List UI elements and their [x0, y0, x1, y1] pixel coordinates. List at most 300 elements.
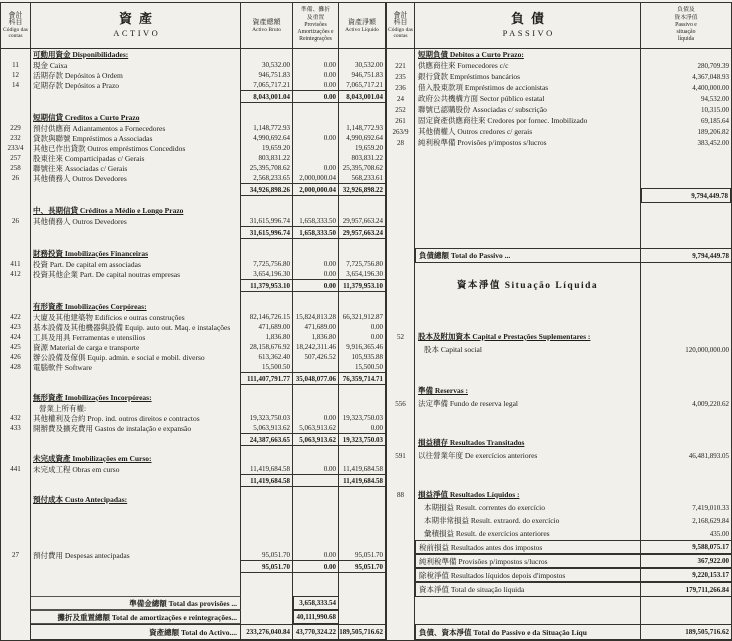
amount-liability — [641, 248, 731, 263]
account-label — [31, 259, 241, 269]
amount-provisions-text: 15,824,813.28 — [295, 313, 336, 321]
account-label — [31, 560, 241, 573]
liabilities-table-header — [387, 3, 731, 49]
row-item — [387, 60, 731, 71]
assets-title-zh: 資產 — [118, 11, 159, 27]
account-code-text: 88 — [397, 490, 404, 499]
account-code — [387, 82, 415, 93]
account-code-text: 12 — [12, 71, 19, 79]
amount-gross — [241, 624, 293, 640]
account-code — [387, 540, 415, 554]
account-code — [1, 322, 31, 332]
amount-net — [339, 103, 385, 112]
amount-provisions-text: 0.00 — [323, 270, 336, 278]
row-spacer — [387, 597, 731, 624]
amount-provisions — [293, 413, 339, 423]
amount-net-text: 7,725,756.80 — [346, 260, 383, 268]
account-code — [387, 137, 415, 148]
account-code — [1, 90, 31, 103]
amount-net — [339, 226, 385, 239]
amount-net — [339, 446, 385, 453]
value-header-line5: líquida — [677, 36, 695, 43]
amount-provisions — [293, 332, 339, 342]
account-label — [415, 93, 641, 104]
account-code — [387, 582, 415, 597]
account-code-text: 52 — [397, 332, 404, 341]
account-label-text: 中、長期信貸 Créditos a Médio e Longo Prazo — [33, 206, 184, 215]
account-code — [387, 597, 415, 624]
account-label-text: 預付費用 Despesas antecipadas — [33, 550, 130, 560]
amount-provisions-text: 0.00 — [323, 260, 336, 268]
account-code-text: 26 — [12, 217, 19, 225]
account-label — [31, 112, 241, 123]
amount-gross — [241, 494, 293, 505]
amount-provisions-text: 35,048,077.06 — [295, 374, 336, 383]
amount-provisions — [293, 103, 339, 112]
row-section — [1, 112, 385, 123]
account-label — [31, 332, 241, 342]
account-label — [31, 196, 241, 205]
row-item — [1, 342, 385, 352]
amount-net — [339, 239, 385, 248]
row-subtotal — [1, 560, 385, 573]
account-code — [1, 143, 31, 153]
row-section — [1, 248, 385, 259]
account-label — [415, 462, 641, 488]
amount-provisions — [293, 163, 339, 173]
amount-liability — [641, 343, 731, 356]
amount-gross-text: 30,532.00 — [262, 61, 290, 69]
account-code — [1, 196, 31, 205]
account-label-text: 其他債務人 Outros Devedores — [33, 173, 127, 183]
amount-gross — [241, 173, 293, 183]
account-label-text: 本期非常損益 Result. extraord. do exercício — [424, 516, 560, 525]
amount-liability — [641, 126, 731, 137]
account-code-text: 428 — [10, 363, 21, 371]
amount-net-text: 8,043,001.04 — [346, 92, 383, 101]
account-label-text: 資源 Material de carga e transporte — [33, 342, 140, 352]
amount-net-text: 7,065,717.21 — [346, 81, 383, 89]
row-item — [1, 259, 385, 269]
row-section — [1, 205, 385, 216]
amount-liability-text: 9,588,075.17 — [692, 543, 729, 551]
amount-gross-text: 4,990,692.64 — [253, 134, 290, 142]
amount-net-text: 95,051.70 — [355, 562, 383, 571]
row-subtotal — [1, 372, 385, 385]
account-label — [415, 397, 641, 410]
amount-net — [339, 433, 385, 446]
amount-liability — [641, 292, 731, 330]
account-code-text: 591 — [395, 451, 406, 460]
row-spacer — [387, 263, 731, 276]
value-header-line3: Passivo e — [675, 21, 697, 28]
code-header-pt: Código das contas — [388, 27, 413, 40]
amount-net-text: 105,935.88 — [351, 353, 383, 361]
account-label — [31, 487, 241, 494]
amount-net — [339, 392, 385, 403]
amount-provisions — [293, 112, 339, 123]
row-subtotal — [1, 90, 385, 103]
account-label — [415, 104, 641, 115]
amount-liability — [641, 356, 731, 384]
amount-net-text: 3,654,196.30 — [346, 270, 383, 278]
row-section — [387, 436, 731, 449]
account-code — [1, 487, 31, 494]
liabilities-code-column-header — [387, 3, 415, 48]
account-code — [387, 71, 415, 82]
account-code — [1, 494, 31, 505]
account-label — [31, 464, 241, 474]
liabilities-title-zh: 負債 — [510, 11, 551, 27]
account-code — [1, 464, 31, 474]
amount-net — [339, 573, 385, 596]
account-code — [1, 372, 31, 385]
amount-gross — [241, 464, 293, 474]
amount-gross — [241, 49, 293, 60]
amount-provisions — [293, 269, 339, 279]
amount-net-text: 29,957,663.24 — [342, 217, 383, 225]
amount-gross-text: 7,065,717.21 — [253, 81, 290, 89]
amount-liability-text: 94,532.00 — [701, 94, 729, 103]
account-code-text: 422 — [10, 313, 21, 321]
amount-net — [339, 49, 385, 60]
account-label — [31, 239, 241, 248]
amount-net — [339, 269, 385, 279]
account-label — [31, 226, 241, 239]
row-plain — [387, 514, 731, 527]
amount-net-text: 25,395,708.62 — [342, 164, 383, 172]
amount-provisions — [293, 550, 339, 560]
account-code — [1, 133, 31, 143]
row-section — [1, 453, 385, 464]
account-label — [31, 312, 241, 322]
amount-provisions — [293, 372, 339, 385]
amount-liability-text: 179,711,266.84 — [685, 585, 729, 594]
amount-liability — [641, 203, 731, 248]
amount-gross-text: 1,148,772.93 — [253, 124, 290, 132]
account-label-text: 其他權利及合約 Prop. ind. outros direitos e contractos — [33, 413, 200, 423]
account-code-text: 11 — [12, 61, 19, 69]
row-item — [1, 60, 385, 70]
amount-liability — [641, 82, 731, 93]
amount-provisions-text: 0.00 — [323, 281, 336, 290]
amount-provisions-text: 3,658,333.54 — [299, 599, 336, 607]
amount-net-text: 0.00 — [370, 333, 383, 341]
amount-net — [339, 494, 385, 505]
account-label-text: 現金 Caixa — [33, 60, 68, 70]
row-item — [1, 70, 385, 80]
liabilities-title-cell — [415, 3, 641, 48]
account-code — [387, 527, 415, 540]
amount-gross — [241, 342, 293, 352]
row-item — [387, 82, 731, 93]
row-subtotal — [1, 279, 385, 292]
amount-provisions — [293, 610, 339, 624]
amount-net — [339, 259, 385, 269]
account-label — [31, 205, 241, 216]
amount-gross — [241, 183, 293, 196]
row-item — [387, 104, 731, 115]
amount-net — [339, 610, 385, 624]
account-code — [1, 413, 31, 423]
account-code-text: 235 — [395, 72, 406, 81]
amount-net-text: 30,532.00 — [355, 61, 383, 69]
account-code — [1, 312, 31, 322]
account-label — [31, 453, 241, 464]
account-label-text: 借入股東款項 Empréstimos de accionistas — [418, 83, 549, 92]
account-label — [31, 60, 241, 70]
assets-code-column-header — [1, 3, 31, 48]
account-label — [31, 153, 241, 163]
account-code — [387, 397, 415, 410]
account-code-text: 233/4 — [7, 144, 24, 152]
account-label — [415, 343, 641, 356]
account-label — [31, 474, 241, 487]
row-grandtotal — [387, 624, 731, 640]
amount-gross — [241, 269, 293, 279]
account-label — [415, 514, 641, 527]
amount-provisions — [293, 403, 339, 413]
account-code — [387, 330, 415, 343]
amount-net-text: 19,659.20 — [355, 144, 383, 152]
account-label-text: 大廈及其他建築物 Edifícios e outras construções — [33, 312, 185, 322]
account-code — [387, 356, 415, 384]
account-code — [1, 352, 31, 362]
amount-provisions-text: 18,242,311.46 — [296, 343, 336, 351]
account-code — [1, 269, 31, 279]
amount-net — [339, 60, 385, 70]
account-label-text: 預付供應商 Adiantamentos a Fornecedores — [33, 123, 166, 133]
account-code — [387, 104, 415, 115]
account-code — [1, 216, 31, 226]
row-section — [1, 301, 385, 312]
row-item — [1, 312, 385, 322]
amount-net-text: 9,916,365.46 — [346, 343, 383, 351]
account-code — [387, 148, 415, 188]
row-spacer — [1, 487, 385, 494]
balance-sheet-tables — [0, 2, 732, 641]
amount-provisions — [293, 70, 339, 80]
assets-table-body — [1, 49, 385, 640]
amount-provisions — [293, 216, 339, 226]
amount-gross-text: 11,419,684.58 — [250, 465, 290, 473]
amount-net-text: 803,831.22 — [351, 154, 383, 162]
account-code — [1, 80, 31, 90]
row-item — [1, 143, 385, 153]
amount-gross — [241, 352, 293, 362]
account-code — [1, 474, 31, 487]
amount-provisions — [293, 494, 339, 505]
amount-provisions — [293, 392, 339, 403]
amount-provisions — [293, 123, 339, 133]
account-code — [1, 60, 31, 70]
liabilities-title-pt: PASSIVO — [502, 28, 555, 39]
row-item — [1, 550, 385, 560]
amount-provisions-text: 0.00 — [323, 134, 336, 142]
amount-net-text: 568,233.61 — [351, 174, 383, 182]
amount-provisions — [293, 573, 339, 596]
amount-provisions — [293, 143, 339, 153]
amount-provisions-text: 0.00 — [323, 562, 336, 571]
amount-net-text: 4,990,692.64 — [346, 134, 383, 142]
amount-provisions — [293, 624, 339, 640]
account-label — [31, 624, 241, 640]
amount-net-text: 1,148,772.93 — [346, 124, 383, 132]
amount-provisions — [293, 560, 339, 573]
account-label — [415, 60, 641, 71]
amount-liability — [641, 71, 731, 82]
amount-net-text: 189,505,716.62 — [339, 628, 383, 636]
amount-gross — [241, 153, 293, 163]
amount-liability — [641, 624, 731, 640]
amount-net — [339, 624, 385, 640]
amount-net — [339, 372, 385, 385]
amount-net-text: 95,051.70 — [355, 551, 383, 559]
amount-liability — [641, 410, 731, 436]
amount-gross — [241, 505, 293, 550]
account-label — [31, 80, 241, 90]
account-code — [1, 596, 31, 610]
amount-net — [339, 292, 385, 301]
account-label — [31, 216, 241, 226]
row-item — [1, 352, 385, 362]
amount-provisions — [293, 453, 339, 464]
amount-gross — [241, 322, 293, 332]
account-label-text: 固定資產供應商往來 Credores por fornec. Imobilizado — [418, 116, 588, 125]
account-code-text: 28 — [397, 138, 404, 147]
account-code — [1, 112, 31, 123]
amount-net — [339, 183, 385, 196]
amount-provisions — [293, 464, 339, 474]
amount-net — [339, 362, 385, 372]
account-label — [31, 423, 241, 433]
amount-provisions — [293, 385, 339, 392]
amount-gross — [241, 596, 293, 610]
account-code-text: 24 — [397, 94, 404, 103]
amount-gross — [241, 573, 293, 596]
amount-liability — [641, 263, 731, 276]
account-label-text: 純利稅準備 Provisões p/impostos s/lucros — [419, 556, 548, 566]
amount-liability-text: 2,168,629.84 — [692, 516, 729, 525]
amount-liability — [641, 597, 731, 624]
amount-gross — [241, 133, 293, 143]
amount-liability-text: 69,185.64 — [701, 116, 729, 125]
row-item — [387, 126, 731, 137]
account-code — [387, 248, 415, 263]
amount-gross — [241, 123, 293, 133]
account-code — [1, 403, 31, 413]
account-code-text: 425 — [10, 343, 21, 351]
amount-liability — [641, 330, 731, 343]
account-label-text: 股本 Capital social — [424, 345, 482, 354]
amount-gross-text: 5,063,913.62 — [253, 424, 290, 432]
amount-gross — [241, 474, 293, 487]
account-label — [31, 342, 241, 352]
amount-net — [339, 80, 385, 90]
account-code — [1, 392, 31, 403]
row-spacer — [1, 573, 385, 596]
account-label — [415, 276, 641, 292]
account-label — [31, 269, 241, 279]
account-label — [415, 449, 641, 462]
account-label — [31, 123, 241, 133]
amount-provisions — [293, 423, 339, 433]
amount-gross — [241, 216, 293, 226]
amount-liability — [641, 148, 731, 188]
amount-gross — [241, 453, 293, 464]
amount-provisions — [293, 446, 339, 453]
amount-provisions — [293, 433, 339, 446]
row-spacer — [1, 505, 385, 550]
amount-gross-text: 95,051.70 — [262, 562, 290, 571]
row-item — [387, 397, 731, 410]
amount-liability — [641, 188, 731, 203]
amount-gross — [241, 196, 293, 205]
account-label-text: 以往營業年度 De exercícios anteriores — [418, 451, 538, 460]
amount-provisions-text: 0.00 — [323, 414, 336, 422]
row-spacer — [1, 292, 385, 301]
amount-liability-text: 46,481,893.05 — [688, 451, 729, 460]
amount-liability-text: 4,009,220.62 — [692, 399, 729, 408]
account-label-text: 股本及附加資本 Capital e Prestações Suplementares : — [418, 332, 591, 341]
account-code — [387, 410, 415, 436]
provisions-header-line1: 準備、攤折 — [301, 7, 330, 14]
account-code — [1, 301, 31, 312]
row-subtotal — [1, 226, 385, 239]
amount-gross-text: 946,751.83 — [258, 71, 290, 79]
amount-gross-text: 31,615,996.74 — [249, 228, 290, 237]
account-label — [31, 183, 241, 196]
account-label-text: 聯號往來 Associadas c/ Gerais — [33, 163, 128, 173]
account-code — [387, 188, 415, 203]
amount-gross-text: 111,407,791.77 — [247, 374, 290, 383]
amount-liability — [641, 501, 731, 514]
amount-provisions-text: 2,000,000.04 — [299, 185, 336, 194]
amount-gross — [241, 312, 293, 322]
account-code-text: 426 — [10, 353, 21, 361]
account-code — [1, 624, 31, 640]
row-section — [387, 49, 731, 60]
account-label — [31, 143, 241, 153]
amount-provisions — [293, 49, 339, 60]
amount-gross-text: 3,654,196.30 — [253, 270, 290, 278]
code-header-pt: Código das contas — [3, 27, 28, 40]
amount-net — [339, 173, 385, 183]
row-plain — [387, 501, 731, 514]
account-label-text: 法定準備 Fundo de reserva legal — [418, 399, 518, 408]
account-code — [387, 276, 415, 292]
account-label — [31, 596, 241, 610]
amount-liability-text: 10,315.00 — [701, 105, 729, 114]
account-label — [415, 292, 641, 330]
amount-gross — [241, 80, 293, 90]
amount-net-text: 0.00 — [370, 323, 383, 331]
account-label — [415, 126, 641, 137]
account-code-text: 221 — [395, 61, 406, 70]
account-label-text: 有形資產 Imobilizações Corpóreas: — [33, 302, 147, 311]
amount-gross — [241, 60, 293, 70]
account-code — [387, 292, 415, 330]
row-totalline — [387, 248, 731, 263]
account-label-text: 銀行貸款 Empréstimos bancários — [418, 72, 521, 81]
amount-net — [339, 474, 385, 487]
account-label-text: 股東往來 Comparticipadas c/ Gerais — [33, 153, 145, 163]
row-boxline — [387, 554, 731, 568]
account-label — [31, 505, 241, 550]
account-label-text: 辦公設備及傢俱 Equip. admin. e social e mobil. diverso — [33, 352, 205, 362]
amount-provisions — [293, 352, 339, 362]
row-item — [1, 133, 385, 143]
